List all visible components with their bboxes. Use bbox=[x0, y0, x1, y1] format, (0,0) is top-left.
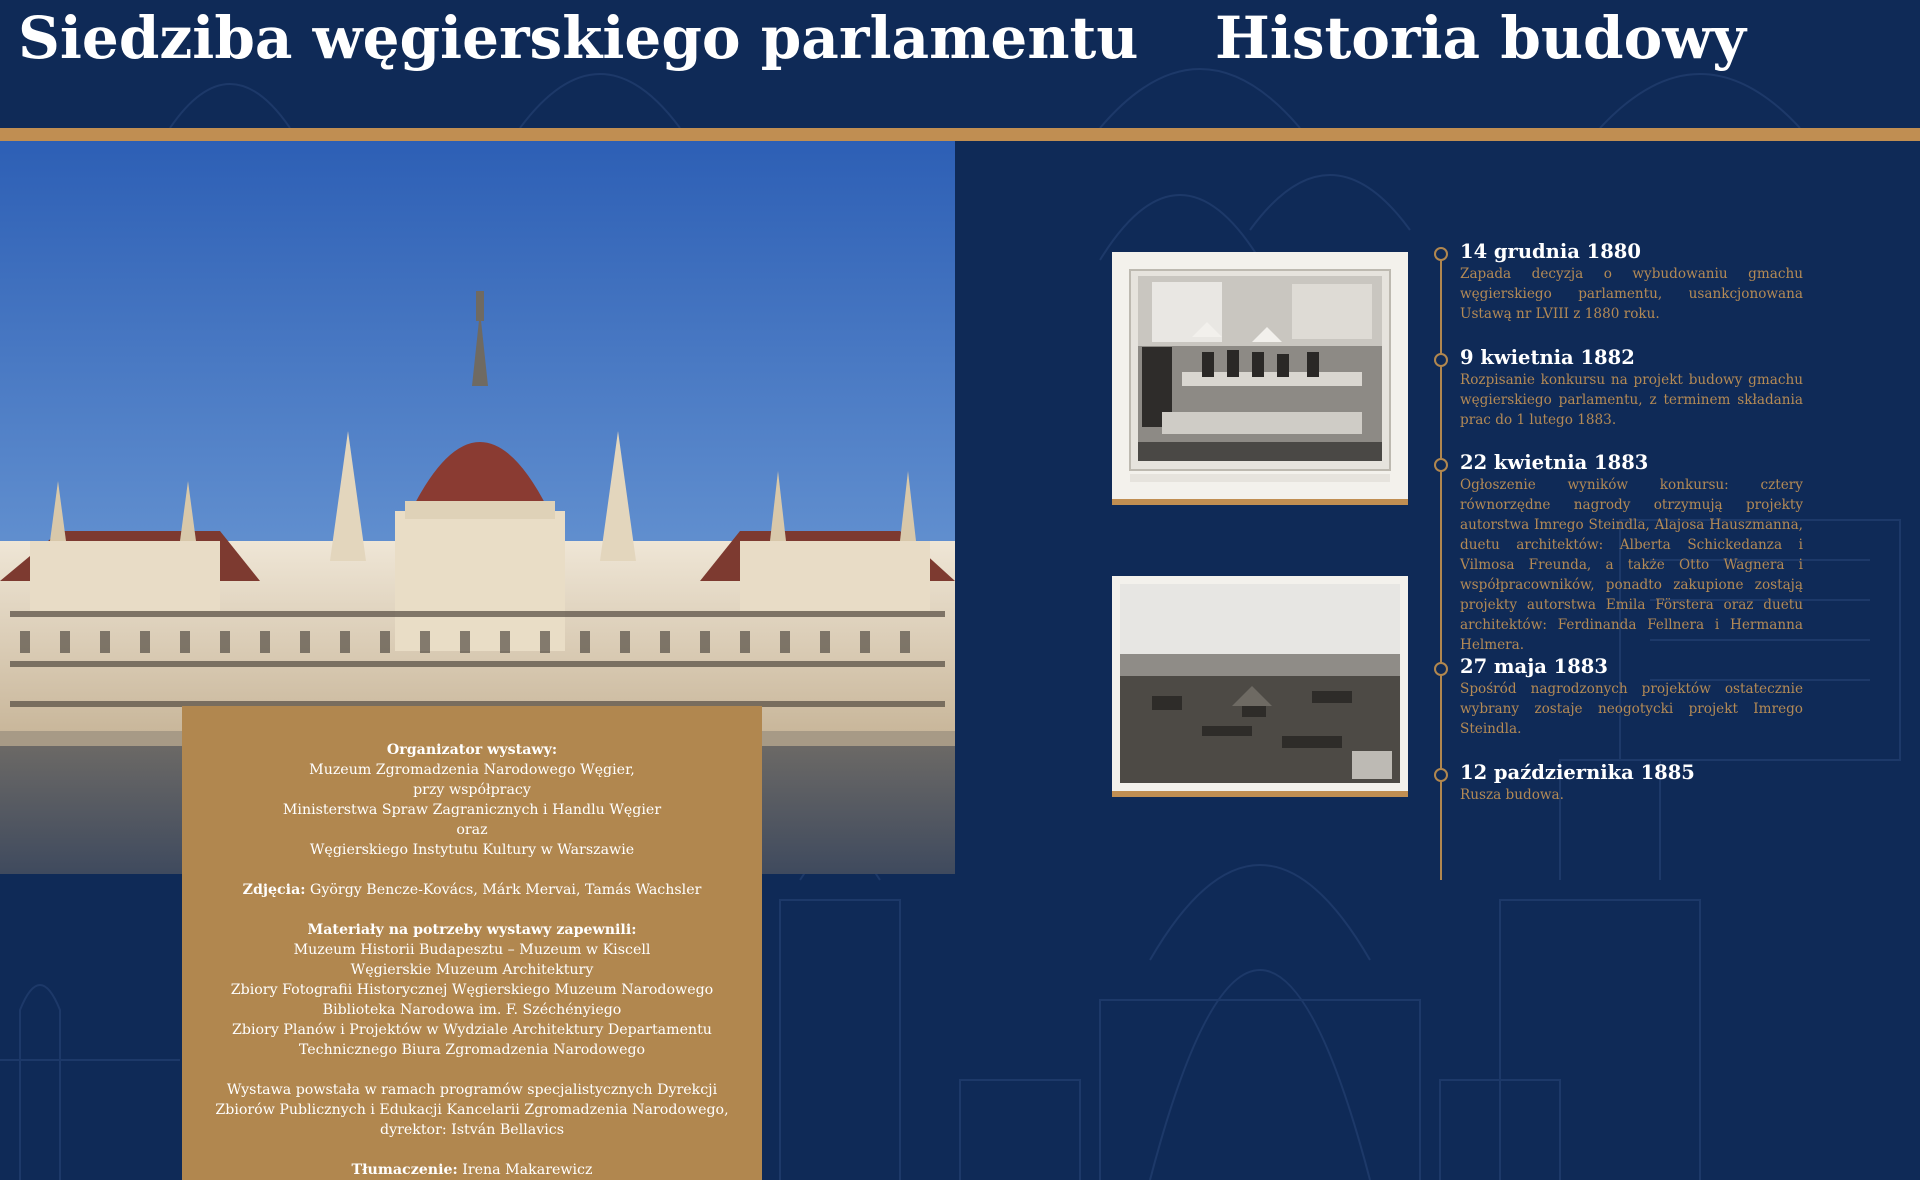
translation-label: Tłumaczenie: bbox=[351, 1162, 458, 1178]
program-line: dyrektor: István Bellavics bbox=[379, 1122, 565, 1138]
materials-item: Biblioteka Narodowa im. F. Széchényiego bbox=[322, 1002, 622, 1018]
materials-label: Materiały na potrzeby wystawy zapewnili: bbox=[307, 922, 637, 938]
credits-panel bbox=[182, 706, 762, 1180]
materials-item: Muzeum Historii Budapesztu – Muzeum w Kiscell bbox=[293, 942, 651, 958]
timeline-text: Spośród nagrodzonych projektów ostatecznie wybrany zostaje neogotycki projekt Imrego Steindla. bbox=[1460, 681, 1803, 737]
timeline-text: Rusza budowa. bbox=[1460, 787, 1564, 803]
materials-item: Technicznego Biura Zgromadzenia Narodowego bbox=[298, 1042, 646, 1058]
timeline-dot bbox=[1434, 458, 1448, 472]
timeline-text: Zapada decyzja o wybudowaniu gmachu węgierskiego parlamentu, usankcjonowana Ustawą nr LVIII z 1880 roku. bbox=[1460, 266, 1803, 322]
organizer-line: Ministerstwa Spraw Zagranicznych i Handlu Węgier bbox=[282, 802, 662, 818]
timeline-entry bbox=[1460, 761, 1803, 805]
timeline-dot bbox=[1434, 768, 1448, 782]
timeline-text: Ogłoszenie wyników konkursu: cztery równorzędne nagrody otrzymują projekty autorstwa Imrego Steindla, Alajosa Hauszmanna, duetu architektów: Alberta Schickedanza i Vilmosa Freunda, a także Otto Wagnera i współpracowników, ponadto zakupione zostają projekty autorstwa Emila Förstera oraz duetu architektów: Ferdinanda Fellnera i Hermanna Helmera. bbox=[1460, 477, 1803, 653]
organizer-line: Węgierskiego Instytutu Kultury w Warszawie bbox=[309, 842, 635, 858]
timeline-entry bbox=[1460, 655, 1803, 739]
timeline-line bbox=[1440, 248, 1442, 880]
organizer-line: Muzeum Zgromadzenia Narodowego Węgier, bbox=[309, 762, 635, 778]
materials-item: Węgierskie Muzeum Architektury bbox=[350, 962, 594, 978]
translation-value: Irena Makarewicz bbox=[462, 1162, 593, 1178]
timeline-date: 22 kwietnia 1883 bbox=[1460, 451, 1649, 474]
history-title: Historia budowy bbox=[1215, 4, 1746, 72]
timeline-dot bbox=[1434, 353, 1448, 367]
program-line: Wystawa powstała w ramach programów specjalistycznych Dyrekcji bbox=[226, 1082, 718, 1098]
photos-label: Zdjęcia: bbox=[242, 882, 306, 898]
timeline-date: 9 kwietnia 1882 bbox=[1460, 346, 1635, 369]
organizer-line: przy współpracy bbox=[413, 782, 531, 798]
timeline-dot bbox=[1434, 247, 1448, 261]
materials-item: Zbiory Planów i Projektów w Wydziale Architektury Departamentu bbox=[232, 1022, 712, 1038]
timeline-date: 14 grudnia 1880 bbox=[1460, 240, 1641, 263]
timeline-date: 27 maja 1883 bbox=[1460, 655, 1608, 678]
organizer-label: Organizator wystawy: bbox=[386, 742, 558, 758]
materials-item: Zbiory Fotografii Historycznej Węgierskiego Muzeum Narodowego bbox=[230, 982, 714, 998]
organizer-line: oraz bbox=[456, 822, 488, 838]
timeline-text: Rozpisanie konkursu na projekt budowy gmachu węgierskiego parlamentu, z terminem składania prac do 1 lutego 1883. bbox=[1460, 372, 1803, 428]
timeline-entry bbox=[1460, 346, 1803, 430]
exhibit-title: Siedziba węgierskiego parlamentu bbox=[18, 4, 1139, 72]
timeline-dot bbox=[1434, 662, 1448, 676]
archive-photo-construction-site bbox=[1112, 576, 1408, 797]
program-line: Zbiorów Publicznych i Edukacji Kancelarii Zgromadzenia Narodowego, bbox=[215, 1102, 729, 1118]
photos-value: György Bencze-Kovács, Márk Mervai, Tamás Wachsler bbox=[310, 882, 702, 898]
timeline-entry bbox=[1460, 451, 1803, 655]
timeline-entry bbox=[1460, 240, 1803, 324]
header-divider bbox=[0, 128, 1920, 141]
timeline-date: 12 października 1885 bbox=[1460, 761, 1695, 784]
archive-photo-design-office bbox=[1112, 252, 1408, 505]
